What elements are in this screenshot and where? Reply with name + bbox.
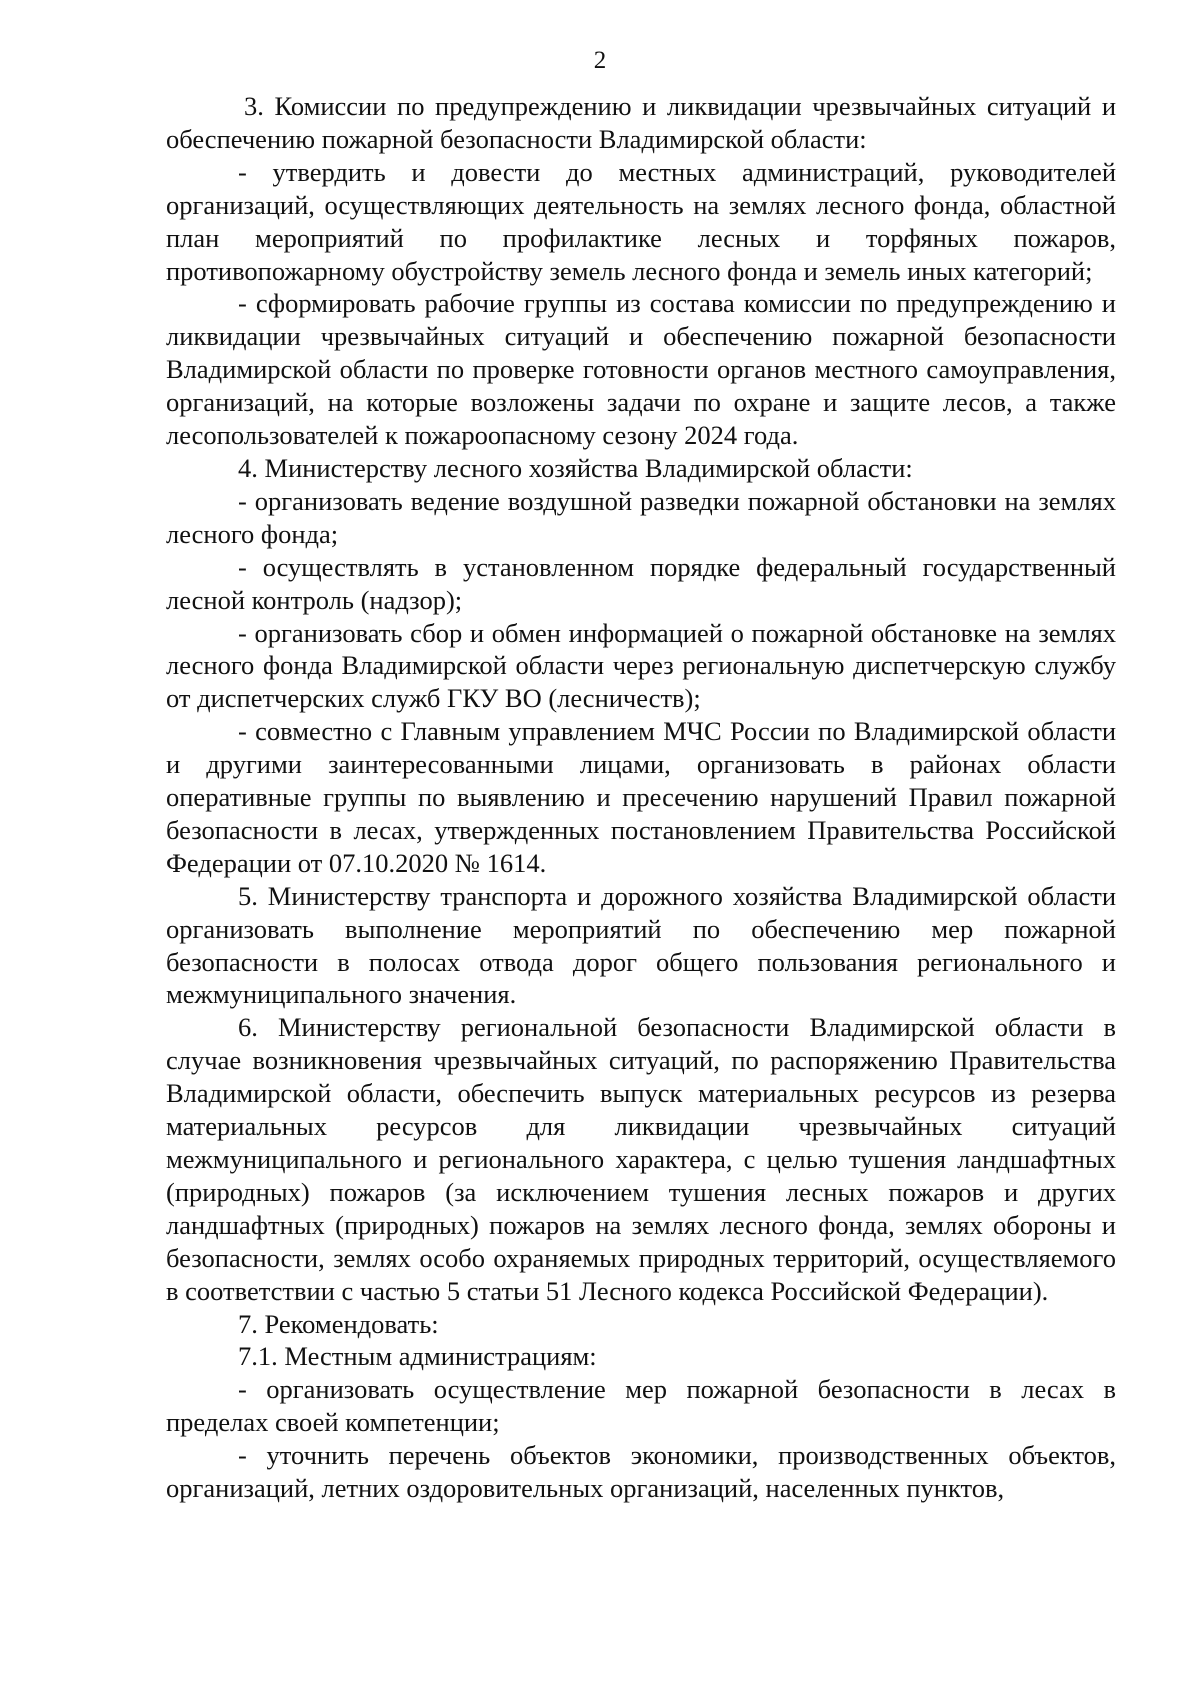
paragraph-7-recommend: 7. Рекомендовать: bbox=[238, 1308, 439, 1339]
paragraph-7-1-local-administrations: 7.1. Местным администрациям: bbox=[238, 1341, 597, 1372]
paragraph-3-commission: 3. Комиссии по предупреждению и ликвидации чрезвычайных ситуаций и обеспечению пожарной безопасности Владимирской области: bbox=[166, 91, 1116, 154]
paragraph-4-item-operational-groups: - совместно с Главным управлением МЧС России по Владимирской области и другими заинтересованными лицами, организовать в районах области оперативные группы по выявлению и пресечению нарушений Правил пожарной безопасности в лесах, утвержденных постановлением Правительства Российской Федерации от 07.10.2020 № 1614. bbox=[166, 716, 1116, 878]
document-body bbox=[166, 90, 1116, 1505]
paragraph-4-item-information-exchange: - организовать сбор и обмен информацией о пожарной обстановке на землях лесного фонда Владимирской области через региональную диспетчерскую службу от диспетчерских служб ГКУ ВО (лесничеств); bbox=[166, 617, 1116, 714]
paragraph-7-1-item-clarify-list: - уточнить перечень объектов экономики, производственных объектов, организаций, летних оздоровительных организаций, населенных пунктов, bbox=[166, 1440, 1116, 1504]
paragraph-6-security-ministry: 6. Министерству региональной безопасности Владимирской области в случае возникновения чрезвычайных ситуаций, по распоряжению Правительства Владимирской области, обеспечить выпуск материальных ресурсов из резерва материальных ресурсов для ликвидации чрезвычайных ситуаций межмуниципального и регионального характера, с целью тушения ландшафтных (природных) пожаров (за исключением тушения лесных пожаров и других ландшафтных (природных) пожаров на землях лесного фонда, землях обороны и безопасности, землях особо охраняемых природных территорий, осуществляемого в соответствии с частью 5 статьи 51 Лесного кодекса Российской Федерации). bbox=[166, 1012, 1116, 1306]
paragraph-4-forestry-ministry: 4. Министерству лесного хозяйства Владимирской области: bbox=[238, 452, 913, 483]
page-number: 2 bbox=[593, 47, 607, 74]
paragraph-4-item-air-reconnaissance: - организовать ведение воздушной разведки пожарной обстановки на землях лесного фонда; bbox=[166, 485, 1116, 549]
paragraph-3-item-approve-plan: - утвердить и довести до местных администраций, руководителей организаций, осуществляющих деятельность на землях лесного фонда, областной план мероприятий по профилактике лесных и торфяных пожаров, противопожарному обустройству земель лесного фонда и земель иных категорий; bbox=[166, 156, 1116, 286]
paragraph-7-1-item-fire-safety: - организовать осуществление мер пожарной безопасности в лесах в пределах своей компетенции; bbox=[166, 1374, 1116, 1438]
paragraph-4-item-forest-control: - осуществлять в установленном порядке федеральный государственный лесной контроль (надзор); bbox=[166, 551, 1116, 615]
paragraph-3-item-working-groups: - сформировать рабочие группы из состава комиссии по предупреждению и ликвидации чрезвычайных ситуаций и обеспечению пожарной безопасности Владимирской области по проверке готовности органов местного самоуправления, организаций, на которые возложены задачи по охране и защите лесов, а также лесопользователей к пожароопасному сезону 2024 года. bbox=[166, 288, 1116, 451]
paragraph-5-transport-ministry: 5. Министерству транспорта и дорожного хозяйства Владимирской области организовать выполнение мероприятий по обеспечению мер пожарной безопасности в полосах отвода дорог общего пользования регионального и межмуниципального значения. bbox=[166, 880, 1116, 1010]
